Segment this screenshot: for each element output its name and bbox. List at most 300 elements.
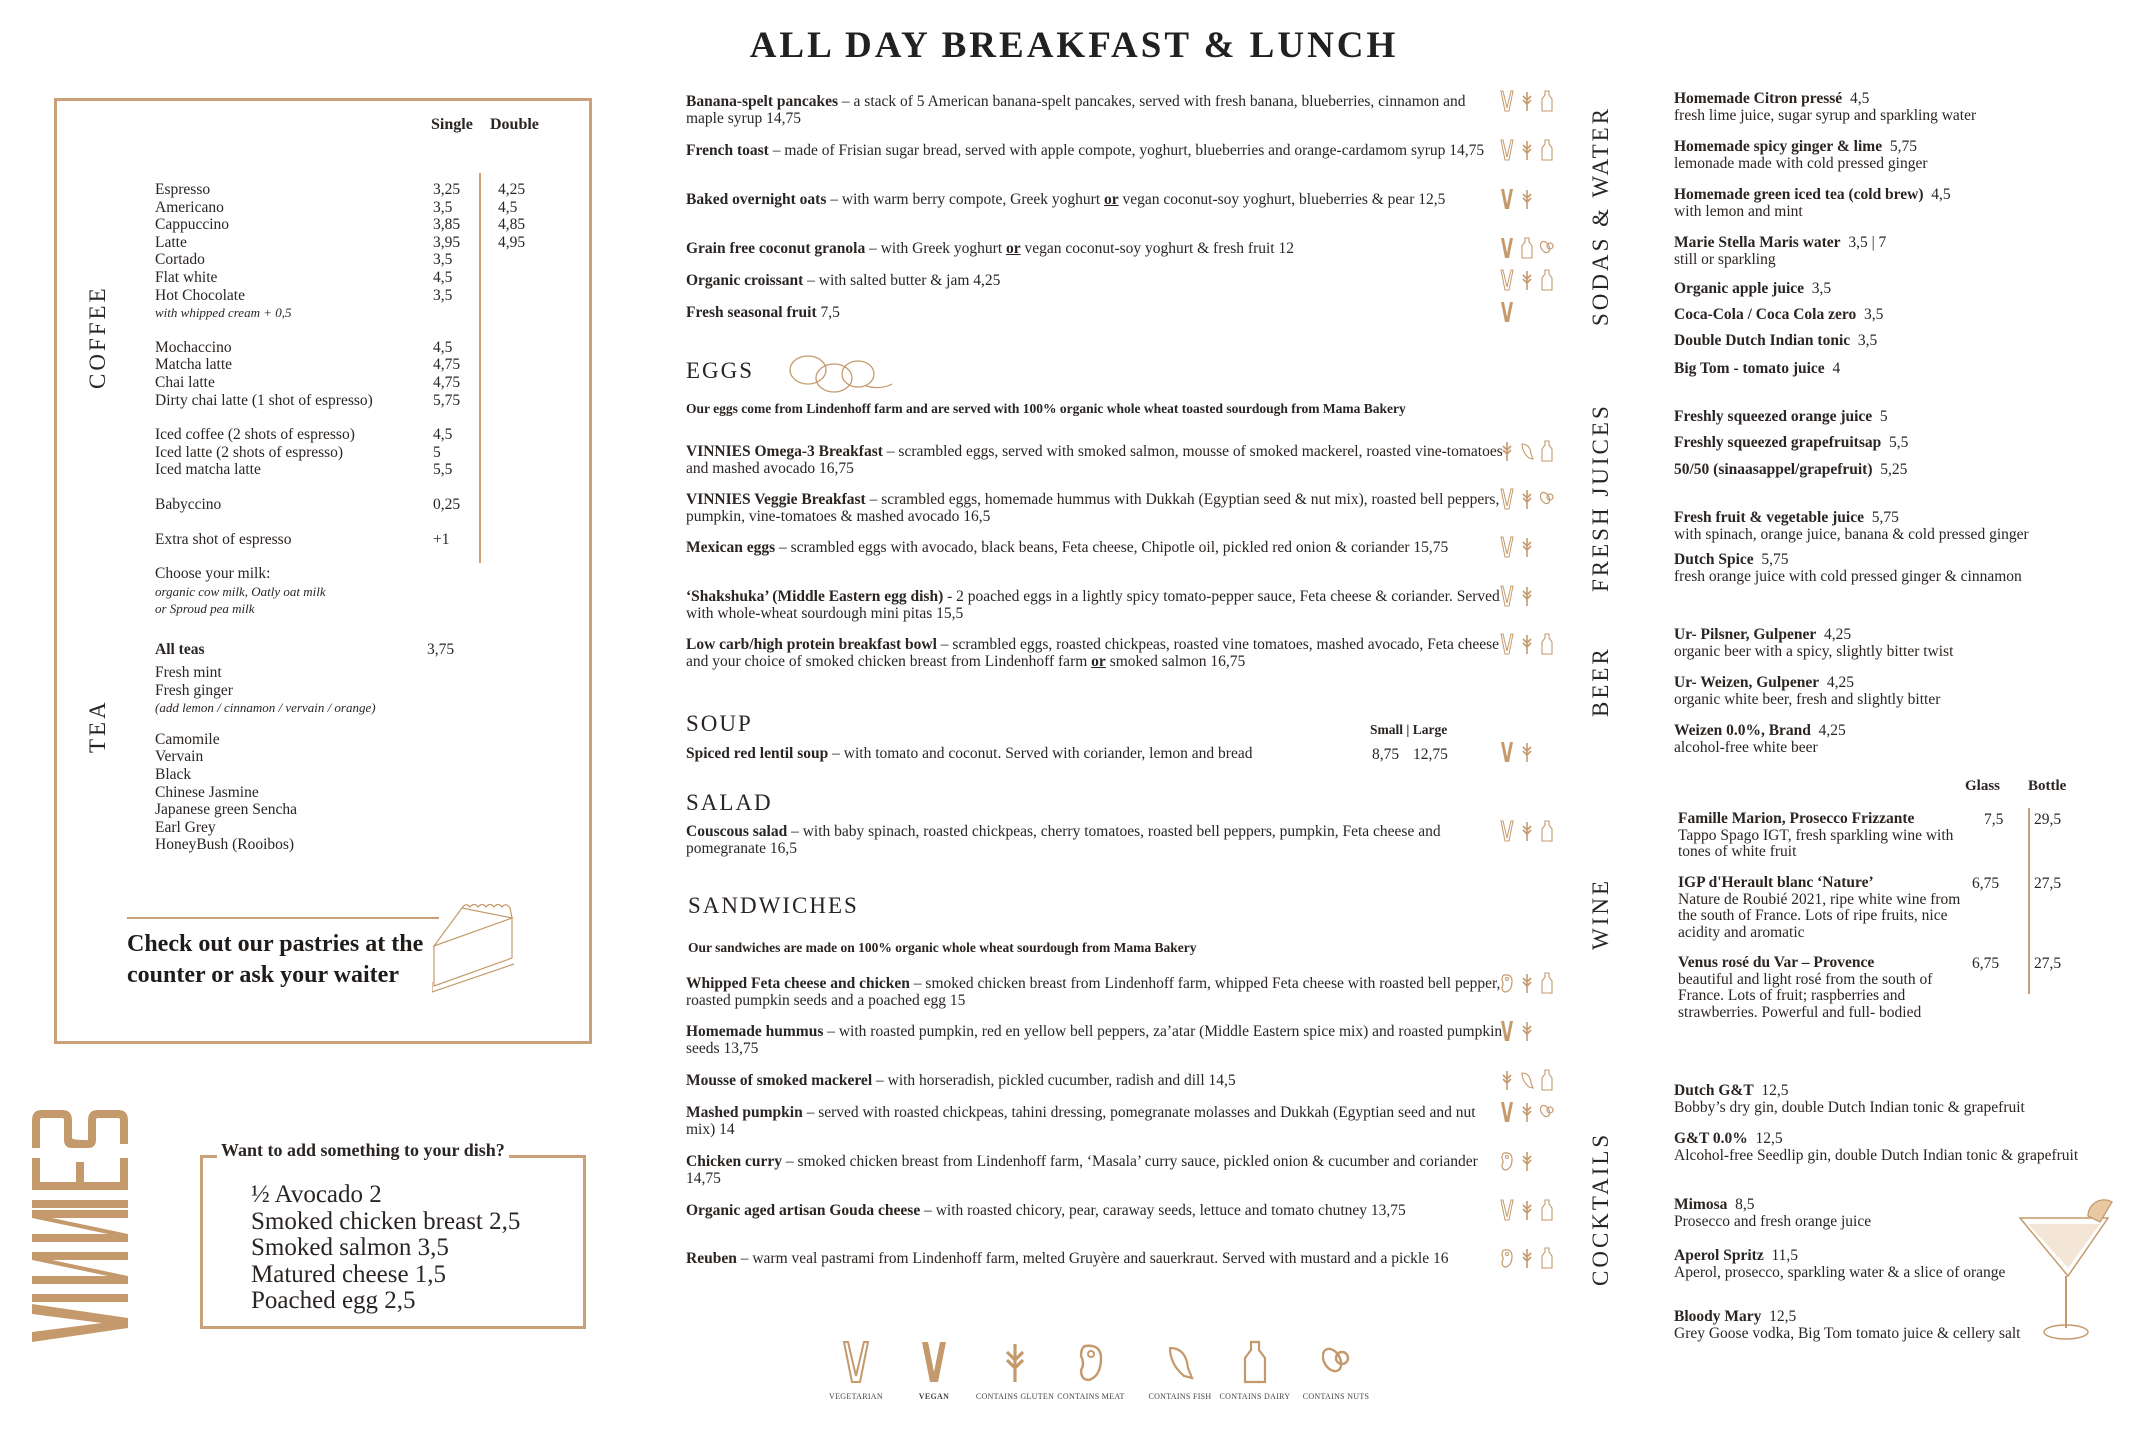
dairy-icon <box>1540 269 1554 295</box>
tea-section-label: TEA <box>85 699 110 753</box>
cocktails-section-label: COCKTAILS <box>1588 1131 1613 1286</box>
soda-item <box>1674 361 2114 378</box>
legend-item-vegan <box>894 1340 974 1401</box>
soup-prices: 8,75 12,75 <box>1372 746 1448 763</box>
drink-name: Freshly squeezed grapefruitsap <box>1674 434 1882 451</box>
drink-name: Ur- Pilsner, Gulpener <box>1674 626 1817 643</box>
drink-price: 4,5 <box>1849 90 1870 107</box>
single-price: 4,75 <box>433 374 461 391</box>
price-divider <box>479 173 481 563</box>
gluten-icon <box>1520 1150 1534 1176</box>
sodas-section-label: SODAS & WATER <box>1588 105 1613 326</box>
juice-item <box>1674 462 2114 479</box>
drink-desc: fresh lime juice, sugar syrup and sparkling water <box>1674 106 1977 124</box>
allergen-icons <box>1500 302 1580 326</box>
eggs-item: ‘Shakshuka’ (Middle Eastern egg dish) - 2 poached eggs in a lightly spicy tomato-pepper sauce, Feta cheese & coriander. Served with whole-wheat sourdough mini pitas 15,5 <box>686 588 1500 622</box>
drink-price: 5,5 <box>1888 434 1909 451</box>
breakfast-item: Baked overnight oats – with warm berry compote, Greek yoghurt or vegan coconut-soy yoghurt, blueberries & pear 12,5 <box>686 191 1446 208</box>
salad-heading: SALAD <box>686 790 773 815</box>
gluten-icon <box>1520 1101 1534 1127</box>
item-name: Cortado <box>155 251 205 269</box>
breakfast-item: French toast – made of Frisian sugar bread, served with apple compote, yoghurt, blueberries and orange-cardamom syrup 14,75 <box>686 142 1485 159</box>
juice-item <box>1674 409 2114 426</box>
gluten-icon <box>1500 1069 1514 1095</box>
coffee-tea-panel <box>54 98 592 1044</box>
single-price: +1 <box>433 530 450 548</box>
gluten-icon <box>1520 269 1534 295</box>
meat-icon <box>1500 972 1514 998</box>
gluten-icon <box>1520 1199 1534 1225</box>
gluten-icon <box>1520 139 1534 165</box>
dairy-icon <box>1540 1069 1554 1095</box>
beer-item <box>1674 723 2114 756</box>
allergen-icons <box>1500 140 1580 164</box>
drink-price: 3,5 <box>1811 280 1832 297</box>
dairy-icon <box>1540 972 1554 998</box>
item-name: Iced coffee (2 shots of espresso) <box>155 426 355 444</box>
single-price: 0,25 <box>433 496 461 513</box>
vegan-icon <box>1500 741 1514 767</box>
dairy-icon <box>1540 820 1554 846</box>
soda-item <box>1674 139 2114 172</box>
item-name: Americano <box>155 198 224 216</box>
item-name: Cappuccino <box>155 216 230 234</box>
nuts-icon <box>1540 1101 1554 1127</box>
soda-item <box>1674 333 2114 350</box>
pastry-divider <box>127 917 439 919</box>
addons-title: Want to add something to your dish? <box>217 1140 509 1161</box>
legend-label: VEGETARIAN <box>829 1392 883 1401</box>
dish-name: Whipped Feta cheese and chicken <box>686 975 910 992</box>
eggs-item: Mexican eggs – scrambled eggs with avocado, black beans, Feta cheese, Chipotle oil, pickled red onion & coriander 15,75 <box>686 539 1449 556</box>
addon-item: Poached egg 2,5 <box>251 1287 416 1314</box>
item-name: Fresh ginger <box>155 681 233 699</box>
item-name: Earl Grey <box>155 818 216 836</box>
vegan-icon <box>1500 237 1514 263</box>
wine-glass-price: 7,5 <box>1984 811 2004 828</box>
item-name: with whipped cream + 0,5 <box>155 305 292 321</box>
drink-name: Dutch Spice <box>1674 551 1754 568</box>
double-price: 4,85 <box>498 216 526 234</box>
wine-item <box>1678 875 1978 941</box>
vegetarian-icon <box>1500 269 1514 295</box>
drink-desc: Prosecco and fresh orange juice <box>1674 1212 1872 1230</box>
item-name: Matcha latte <box>155 356 233 374</box>
sandwich-item: Chicken curry – smoked chicken breast from Lindenhoff farm, ‘Masala’ curry sauce, pickled onion & cucumber and coriander 14,75 <box>686 1153 1478 1187</box>
legend-item-vegetarian <box>816 1340 896 1401</box>
drink-name: Coca-Cola / Coca Cola zero <box>1674 306 1857 323</box>
col-single-header: Single <box>431 116 473 133</box>
nuts-icon <box>1540 488 1554 514</box>
drink-desc: Grey Goose vodka, Big Tom tomato juice & cellery salt <box>1674 1324 2021 1342</box>
vegan-icon <box>1500 1101 1514 1127</box>
dish-name: ‘Shakshuka’ (Middle Eastern egg dish) <box>686 588 944 605</box>
legend-label: CONTAINS NUTS <box>1302 1392 1370 1401</box>
item-name: Japanese green Sencha <box>155 801 298 819</box>
drink-name: 50/50 (sinaasappel/grapefruit) <box>1674 461 1873 478</box>
breakfast-item: Organic croissant – with salted butter & jam 4,25 <box>686 272 1001 289</box>
allergen-icons <box>1500 91 1580 115</box>
wine-item <box>1678 955 1978 1021</box>
single-price: 4,75 <box>433 356 461 374</box>
dairy-icon <box>1540 1247 1554 1273</box>
gluten-icon <box>1520 1247 1534 1273</box>
drink-price: 8,5 <box>1735 1196 1755 1213</box>
dish-name: Organic aged artisan Gouda cheese <box>686 1202 921 1219</box>
item-name: HoneyBush (Rooibos) <box>155 836 295 854</box>
dish-name: VINNIES Veggie Breakfast <box>686 491 866 508</box>
allergen-icons <box>1500 270 1580 294</box>
drink-name: Freshly squeezed orange juice <box>1674 408 1873 425</box>
allergen-icons <box>1500 1102 1580 1126</box>
drink-name: Fresh fruit & vegetable juice <box>1674 509 1864 526</box>
gluten-icon <box>1500 440 1514 466</box>
double-price: 4,5 <box>498 198 518 216</box>
allergen-icons <box>1500 441 1580 465</box>
vinnies-logo <box>32 1110 128 1342</box>
drink-price: 5,75 <box>1871 509 1899 526</box>
meat-icon <box>1500 1150 1514 1176</box>
drink-desc: alcohol-free white beer <box>1674 738 1818 756</box>
dairy-icon <box>1540 90 1554 116</box>
dish-name: Baked overnight oats <box>686 191 827 208</box>
gluten-icon <box>1520 536 1534 562</box>
drink-price: 11,5 <box>1771 1247 1799 1264</box>
nuts-icon <box>1540 237 1554 263</box>
addon-item: Smoked chicken breast 2,5 <box>251 1207 521 1235</box>
drink-name: G&T 0.0% <box>1674 1130 1748 1147</box>
single-price: 4,5 <box>433 338 453 356</box>
wine-bottle-price: 27,5 <box>2034 875 2062 892</box>
drink-name: Big Tom - tomato juice <box>1674 360 1825 377</box>
vegetarian-icon <box>1500 820 1514 846</box>
addon-item: ½ Avocado 2 <box>251 1181 382 1208</box>
dish-name: Fresh seasonal fruit <box>686 304 817 321</box>
wine-bottle-price: 29,5 <box>2034 811 2062 828</box>
legend-item-nuts <box>1296 1340 1376 1401</box>
vegetarian-icon <box>1500 633 1514 659</box>
allergen-icons <box>1500 1248 1580 1272</box>
legend-label: VEGAN <box>918 1392 950 1401</box>
vegan-icon <box>1500 1020 1514 1046</box>
dish-name: Organic croissant <box>686 272 804 289</box>
item-name: Camomile <box>155 730 220 748</box>
gluten-icon <box>1520 1020 1534 1046</box>
vegetarian-icon <box>842 1369 870 1388</box>
allergen-icons <box>1500 489 1580 513</box>
soda-item <box>1674 307 2114 324</box>
legend-label: CONTAINS DAIRY <box>1219 1392 1291 1401</box>
tea-price: 3,75 <box>427 641 455 658</box>
soup-size-header: Small | Large <box>1370 722 1448 737</box>
eggs-heading: EGGS <box>686 358 755 383</box>
dairy-icon <box>1540 1199 1554 1225</box>
drink-name: Organic apple juice <box>1674 280 1805 297</box>
legend-label: CONTAINS GLUTEN <box>975 1392 1055 1401</box>
item-name: (add lemon / cinnamon / vervain / orange) <box>155 700 376 716</box>
drink-desc: with spinach, orange juice, banana & cold pressed ginger <box>1674 525 2029 543</box>
allergen-icons <box>1500 1151 1580 1175</box>
gluten-icon <box>1520 741 1534 767</box>
coffee-section-label: COFFEE <box>85 285 110 389</box>
gluten-icon <box>1520 820 1534 846</box>
wine-desc: Tappo Spago IGT, fresh sparkling wine with tones of white fruit <box>1678 826 1954 860</box>
wine-bottle-price: 27,5 <box>2034 955 2062 972</box>
gluten-icon <box>1520 90 1534 116</box>
drink-price: 5,75 <box>1761 551 1789 568</box>
dish-name: Chicken curry <box>686 1153 783 1170</box>
item-name: Extra shot of espresso <box>155 530 292 548</box>
dish-name: Grain free coconut granola <box>686 240 866 257</box>
fish-icon <box>1166 1369 1194 1388</box>
addons-box <box>200 1140 586 1329</box>
eggs-illustration-icon <box>786 350 896 396</box>
drink-price: 12,5 <box>1761 1082 1789 1099</box>
allergen-icons <box>1500 189 1580 213</box>
single-price: 3,25 <box>433 181 461 198</box>
drink-name: Marie Stella Maris water <box>1674 234 1841 251</box>
sandwiches-note: Our sandwiches are made on 100% organic whole wheat sourdough from Mama Bakery <box>688 940 1197 955</box>
dairy-icon <box>1520 237 1534 263</box>
drink-name: Aperol Spritz <box>1674 1247 1764 1264</box>
cocktail-glass-icon <box>2016 1194 2116 1344</box>
col-double-header: Double <box>490 116 539 133</box>
breakfast-item: Grain free coconut granola – with Greek yoghurt or vegan coconut-soy yoghurt & fresh fruit 12 <box>686 240 1294 257</box>
cocktail-item <box>1674 1083 2114 1116</box>
sandwich-item: Reuben – warm veal pastrami from Lindenhoff farm, melted Gruyère and sauerkraut. Served with mustard and a pickle 16 <box>686 1250 1449 1267</box>
dish-name: Mousse of smoked mackerel <box>686 1072 873 1089</box>
item-name: Mochaccino <box>155 338 232 356</box>
sandwiches-heading: SANDWICHES <box>688 893 859 918</box>
salad-item: Couscous salad – with baby spinach, roasted chickpeas, cherry tomatoes, roasted bell peppers, pumpkin, Feta cheese and pomegranate 16,5 <box>686 823 1441 857</box>
all-teas-label: All teas <box>155 641 205 658</box>
dish-name: Mashed pumpkin <box>686 1104 803 1121</box>
drink-price: 3,5 | 7 <box>1848 234 1887 251</box>
gluten-icon <box>1520 188 1534 214</box>
col-bottle-header: Bottle <box>2028 778 2067 794</box>
drink-price: 5,75 <box>1889 138 1917 155</box>
dish-name: Reuben <box>686 1250 737 1267</box>
soup-item: Spiced red lentil soup – with tomato and coconut. Served with coriander, lemon and bread <box>686 745 1253 762</box>
item-name: organic cow milk, Oatly oat milk <box>155 583 326 599</box>
drink-desc: Bobby’s dry gin, double Dutch Indian tonic & grapefruit <box>1674 1098 2025 1116</box>
drink-price: 5,25 <box>1880 461 1908 478</box>
double-price: 4,95 <box>498 233 526 251</box>
vegetarian-icon <box>1500 488 1514 514</box>
allergen-icons <box>1500 1070 1580 1094</box>
fish-icon <box>1520 440 1534 466</box>
vegan-icon <box>1500 188 1514 214</box>
legend-item-meat <box>1051 1340 1131 1401</box>
single-price: 3,5 <box>433 251 453 269</box>
wine-item <box>1678 811 1978 861</box>
wine-name: IGP d'Herault blanc ‘Nature’ <box>1678 874 1874 891</box>
single-price: 5 <box>433 443 441 461</box>
item-name: Iced matcha latte <box>155 461 261 479</box>
dish-name: French toast <box>686 142 769 159</box>
dish-name: Mexican eggs <box>686 539 776 556</box>
soda-item <box>1674 187 2114 220</box>
meat-icon <box>1077 1369 1105 1388</box>
allergen-icons <box>1500 821 1580 845</box>
drink-price: 12,5 <box>1769 1308 1797 1325</box>
sandwich-item: Homemade hummus – with roasted pumpkin, red en yellow bell peppers, za’atar (Middle Eastern spice mix) and roasted pumpkin seeds 13,75 <box>686 1023 1503 1057</box>
soda-item <box>1674 91 2114 124</box>
vegetarian-icon <box>1500 536 1514 562</box>
drink-desc: still or sparkling <box>1674 250 1776 268</box>
addon-item: Matured cheese 1,5 <box>251 1260 447 1288</box>
sandwich-item: Whipped Feta cheese and chicken – smoked chicken breast from Lindenhoff farm, whipped Feta cheese with roasted bell pepper, roasted pumpkin seeds and a poached egg 15 <box>686 975 1501 1009</box>
eggs-item: VINNIES Omega-3 Breakfast – scrambled eggs, served with smoked salmon, mousse of smoked mackerel, roasted vine-tomatoes and mashed avocado 16,75 <box>686 443 1503 477</box>
drink-desc: Aperol, prosecco, sparkling water & a slice of orange <box>1674 1263 2006 1281</box>
legend-label: CONTAINS MEAT <box>1057 1392 1125 1401</box>
drink-name: Homemade Citron pressé <box>1674 90 1843 107</box>
drink-price: 4,25 <box>1823 626 1852 643</box>
juice-item <box>1674 552 2114 585</box>
item-name: Black <box>155 766 192 783</box>
item-name: or Sproud pea milk <box>155 601 255 617</box>
item-name: Espresso <box>155 181 211 198</box>
drink-desc: organic beer with a spicy, slightly bitter twist <box>1674 642 1954 660</box>
gluten-icon <box>1520 972 1534 998</box>
sandwich-item: Mashed pumpkin – served with roasted chickpeas, tahini dressing, pomegranate molasses and Dukkah (Egyptian seed and nut mix) 14 <box>686 1104 1476 1138</box>
drink-price: 4,5 <box>1931 186 1951 203</box>
dairy-icon <box>1540 139 1554 165</box>
drink-desc: organic white beer, fresh and slightly bitter <box>1674 690 1941 708</box>
allergen-icons <box>1500 634 1580 658</box>
wine-glass-price: 6,75 <box>1972 875 2000 892</box>
beer-section-label: BEER <box>1588 646 1613 717</box>
item-name: Hot Chocolate <box>155 286 245 304</box>
dish-name: Homemade hummus <box>686 1023 824 1040</box>
drink-name: Ur- Weizen, Gulpener <box>1674 674 1820 691</box>
legend-item-gluten <box>975 1340 1055 1401</box>
allergen-icons <box>1500 586 1580 610</box>
nuts-icon <box>1322 1369 1350 1388</box>
beer-item <box>1674 675 2114 708</box>
single-price: 3,5 <box>433 286 453 304</box>
wine-section-label: WINE <box>1588 877 1613 950</box>
soda-item <box>1674 281 2114 298</box>
cocktail-item <box>1674 1131 2114 1164</box>
double-price: 4,25 <box>498 181 526 198</box>
item-name: Dirty chai latte (1 shot of espresso) <box>155 391 373 409</box>
wine-price-divider <box>2028 808 2030 994</box>
drink-name: Bloody Mary <box>1674 1308 1762 1325</box>
drink-price: 4,25 <box>1826 674 1854 691</box>
dairy-icon <box>1540 633 1554 659</box>
gluten-icon <box>1520 585 1534 611</box>
item-name: Latte <box>155 233 187 251</box>
wine-glass-price: 6,75 <box>1972 955 2000 972</box>
vegetarian-icon <box>1500 139 1514 165</box>
drink-desc: lemonade made with cold pressed ginger <box>1674 154 1928 172</box>
wine-name: Venus rosé du Var – Provence <box>1678 954 1875 971</box>
drink-name: Double Dutch Indian tonic <box>1674 332 1851 349</box>
dish-name: Spiced red lentil soup <box>686 745 829 762</box>
item-name: Choose your milk: <box>155 565 271 583</box>
drink-desc: Alcohol-free Seedlip gin, double Dutch Indian tonic & grapefruit <box>1674 1146 2079 1164</box>
dish-name: VINNIES Omega-3 Breakfast <box>686 443 883 460</box>
item-name: Chai latte <box>155 374 215 391</box>
allergen-icons <box>1500 742 1580 766</box>
gluten-icon <box>1001 1369 1029 1388</box>
drink-price: 3,5 <box>1863 306 1884 323</box>
single-price: 3,85 <box>433 216 461 234</box>
legend-item-fish <box>1140 1340 1220 1401</box>
item-name: Chinese Jasmine <box>155 783 259 801</box>
sandwich-item: Mousse of smoked mackerel – with horseradish, pickled cucumber, radish and dill 14,5 <box>686 1072 1236 1089</box>
legend-item-dairy <box>1215 1340 1295 1401</box>
vegan-icon <box>920 1369 948 1388</box>
eggs-item: VINNIES Veggie Breakfast – scrambled eggs, homemade hummus with Dukkah (Egyptian seed & nut mix), roasted bell peppers, pumpkin, vine-tomatoes & mashed avocado 16,5 <box>686 491 1500 525</box>
wine-desc: beautiful and light rosé from the south of France. Lots of fruit; raspberries and strawberries. Powerful and full- bodied <box>1678 970 1933 1021</box>
juice-item <box>1674 435 2114 452</box>
single-price: 5,5 <box>433 461 453 479</box>
drink-name: Weizen 0.0%, Brand <box>1674 722 1811 739</box>
soup-heading: SOUP <box>686 711 753 736</box>
drink-price: 12,5 <box>1755 1130 1783 1147</box>
allergen-icons <box>1500 537 1580 561</box>
soda-item <box>1674 235 2114 268</box>
sandwich-item: Organic aged artisan Gouda cheese – with roasted chicory, pear, caraway seeds, lettuce and tomato chutney 13,75 <box>686 1202 1406 1219</box>
allergen-icons <box>1500 1200 1580 1224</box>
col-glass-header: Glass <box>1965 778 2001 794</box>
single-price: 3,5 <box>433 198 453 216</box>
gluten-icon <box>1520 633 1534 659</box>
allergen-icons <box>1500 1021 1580 1045</box>
juices-section-label: FRESH JUICES <box>1588 403 1613 592</box>
drink-price: 5 <box>1879 408 1888 425</box>
single-price: 3,95 <box>433 233 461 251</box>
drink-desc: with lemon and mint <box>1674 202 1803 220</box>
drink-price: 3,5 <box>1857 332 1878 349</box>
juice-item <box>1674 510 2114 543</box>
single-price: 4,5 <box>433 269 453 286</box>
breakfast-item: Fresh seasonal fruit 7,5 <box>686 304 840 321</box>
eggs-item: Low carb/high protein breakfast bowl – scrambled eggs, roasted chickpeas, roasted vine tomatoes, mashed avocado, Feta cheese and your choice of smoked chicken breast from Lindenhoff farm or smoked salmon 16,75 <box>686 636 1500 670</box>
wine-name: Famille Marion, Prosecco Frizzante <box>1678 810 1915 827</box>
drink-name: Homemade spicy ginger & lime <box>1674 138 1883 155</box>
eggs-note: Our eggs come from Lindenhoff farm and are served with 100% organic whole wheat toasted sourdough from Mama Bakery <box>686 401 1406 416</box>
addon-item: Smoked salmon 3,5 <box>251 1234 449 1261</box>
item-name: Fresh mint <box>155 664 222 681</box>
page-title: ALL DAY BREAKFAST & LUNCH <box>749 25 1399 66</box>
legend-label: CONTAINS FISH <box>1148 1392 1212 1401</box>
allergen-icons <box>1500 973 1580 997</box>
dish-name: Banana-spelt pancakes <box>686 93 839 110</box>
drink-price: 4 <box>1832 360 1841 377</box>
drink-name: Homemade green iced tea (cold brew) <box>1674 186 1924 203</box>
beer-item <box>1674 627 2114 660</box>
vegetarian-icon <box>1500 585 1514 611</box>
drink-name: Dutch G&T <box>1674 1082 1754 1099</box>
single-price: 5,75 <box>433 391 461 409</box>
dish-name: Couscous salad <box>686 823 788 840</box>
pastry-note: Check out our pastries at the counter or ask your waiter <box>127 931 424 988</box>
item-name: Babyccino <box>155 496 222 513</box>
breakfast-item: Banana-spelt pancakes – a stack of 5 American banana-spelt pancakes, served with fresh banana, blueberries, cinnamon and maple syrup 14,75 <box>686 93 1466 127</box>
wine-desc: Nature de Roubié 2021, ripe white wine from the south of France. Lots of ripe fruits, nice acidity and aromatic <box>1678 890 1961 941</box>
gluten-icon <box>1520 488 1534 514</box>
dairy-icon <box>1540 440 1554 466</box>
single-price: 4,5 <box>433 426 453 444</box>
drink-price: 4,25 <box>1818 722 1846 739</box>
vegetarian-icon <box>1500 90 1514 116</box>
item-name: Iced latte (2 shots of espresso) <box>155 443 344 461</box>
dairy-icon <box>1241 1369 1269 1388</box>
item-name: Vervain <box>155 748 204 766</box>
